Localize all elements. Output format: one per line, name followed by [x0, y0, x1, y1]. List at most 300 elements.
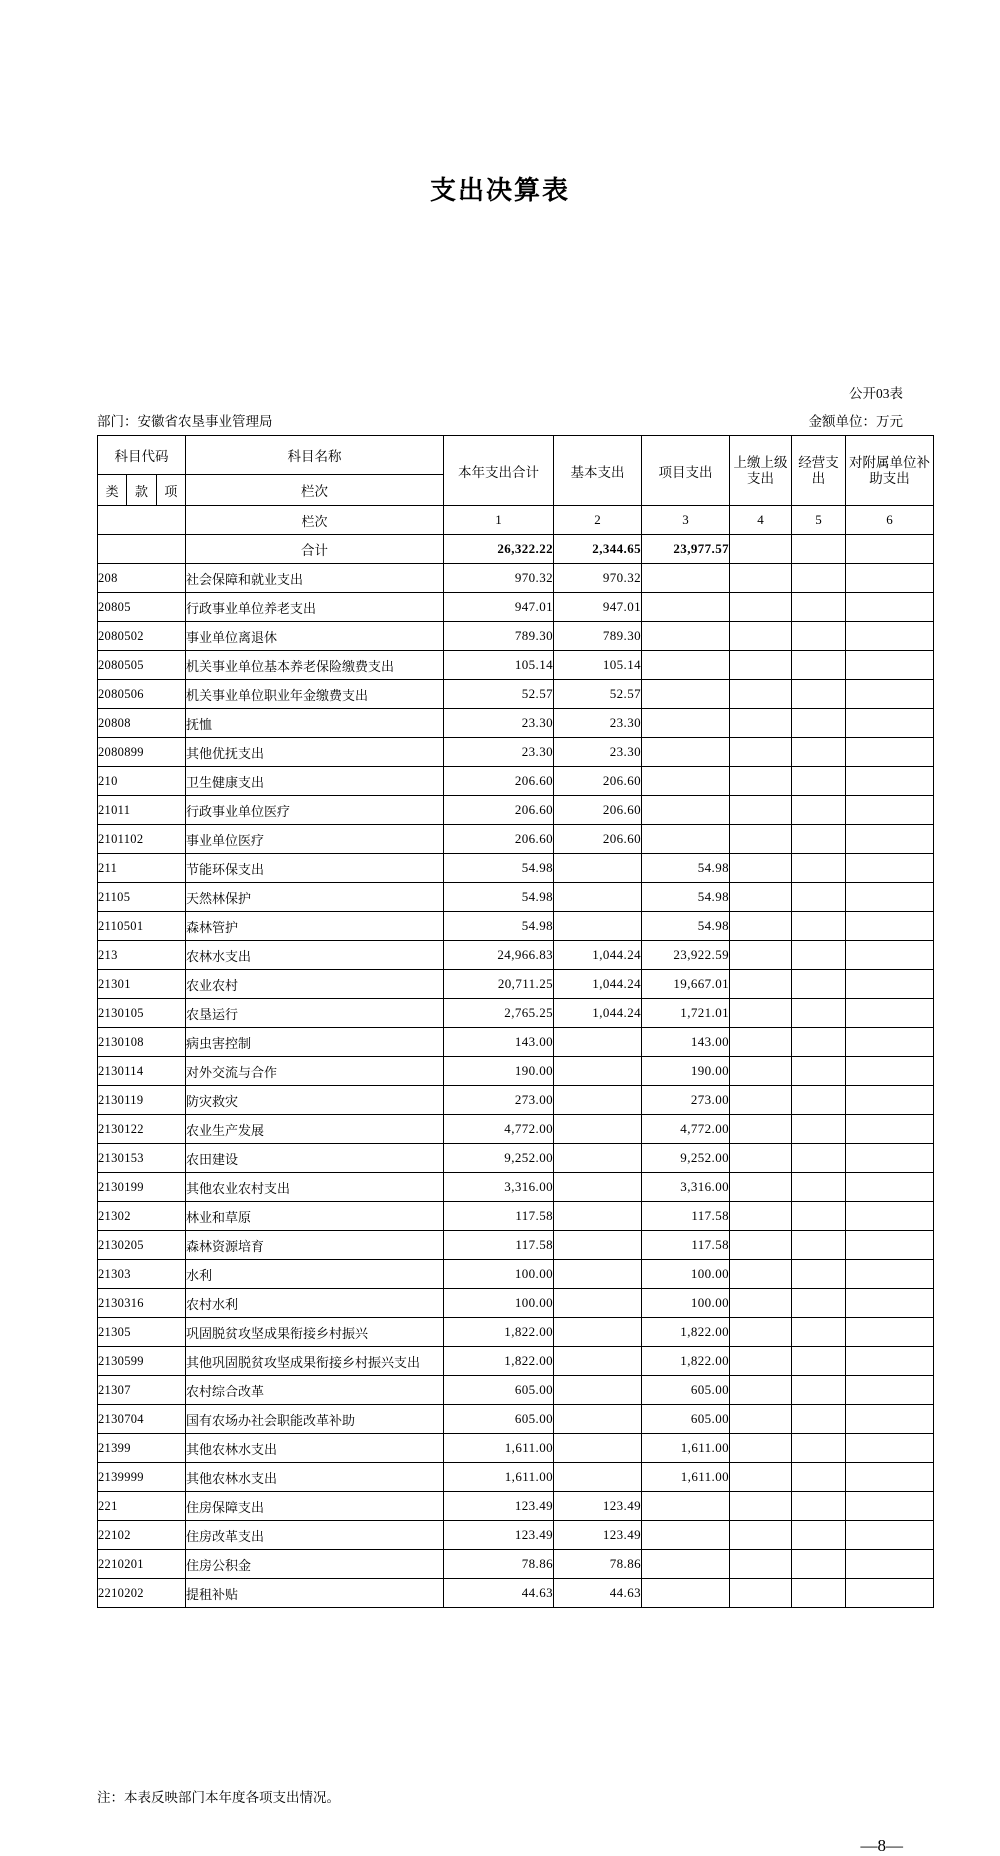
row-value-6: [846, 622, 934, 651]
row-value-5: [792, 1057, 846, 1086]
row-value-4: [730, 1318, 792, 1347]
row-value-6: [846, 1492, 934, 1521]
table-row: [98, 1115, 934, 1144]
table-row: [98, 1405, 934, 1434]
row-name: 其他农林水支出: [186, 1463, 444, 1492]
row-value-5: [792, 1260, 846, 1289]
row-code: 2080505: [98, 651, 186, 680]
row-value-1: 605.00: [444, 1376, 554, 1405]
row-name: 农村水利: [186, 1289, 444, 1318]
row-value-2: 1,044.24: [554, 941, 642, 970]
row-value-3: [642, 1521, 730, 1550]
row-value-5: [792, 738, 846, 767]
page-number: —8—: [860, 1836, 903, 1855]
row-code: 208: [98, 564, 186, 593]
row-value-2: 123.49: [554, 1521, 642, 1550]
row-value-3: 1,822.00: [642, 1318, 730, 1347]
row-name: 其他农林水支出: [186, 1434, 444, 1463]
row-value-4: [730, 1463, 792, 1492]
row-value-5: [792, 1550, 846, 1579]
row-value-2: 23.30: [554, 738, 642, 767]
header-col3: 项目支出: [642, 436, 730, 506]
row-value-2: [554, 1057, 642, 1086]
document-page: [0, 170, 1000, 1855]
row-value-3: 117.58: [642, 1202, 730, 1231]
total-value-6: [846, 535, 934, 564]
row-value-2: [554, 912, 642, 941]
row-value-6: [846, 1318, 934, 1347]
row-value-3: 605.00: [642, 1405, 730, 1434]
rank-number-2: 2: [554, 506, 642, 535]
row-name: 农业农村: [186, 970, 444, 999]
row-value-3: 190.00: [642, 1057, 730, 1086]
row-name: 对外交流与合作: [186, 1057, 444, 1086]
row-value-6: [846, 796, 934, 825]
row-code: 21301: [98, 970, 186, 999]
total-value-5: [792, 535, 846, 564]
row-value-2: [554, 1202, 642, 1231]
row-value-5: [792, 1405, 846, 1434]
row-value-3: [642, 564, 730, 593]
row-value-2: 970.32: [554, 564, 642, 593]
row-value-4: [730, 1086, 792, 1115]
rank-label-cell: 栏次: [186, 506, 444, 535]
row-name: 农林水支出: [186, 941, 444, 970]
row-value-2: 44.63: [554, 1579, 642, 1608]
row-value-5: [792, 1173, 846, 1202]
table-row: [98, 1202, 934, 1231]
row-value-5: [792, 564, 846, 593]
row-value-4: [730, 1173, 792, 1202]
row-value-1: 190.00: [444, 1057, 554, 1086]
row-value-2: 206.60: [554, 796, 642, 825]
row-value-1: 1,822.00: [444, 1347, 554, 1376]
row-value-1: 9,252.00: [444, 1144, 554, 1173]
row-code: 2130105: [98, 999, 186, 1028]
row-name: 事业单位医疗: [186, 825, 444, 854]
row-value-4: [730, 709, 792, 738]
rank-number-1: 1: [444, 506, 554, 535]
row-value-2: [554, 1347, 642, 1376]
row-value-1: 947.01: [444, 593, 554, 622]
expenditure-table: [97, 435, 934, 1608]
row-value-3: [642, 622, 730, 651]
row-value-5: [792, 1434, 846, 1463]
row-value-4: [730, 1289, 792, 1318]
amount-unit-label: 金额单位：万元: [808, 414, 903, 429]
row-value-5: [792, 854, 846, 883]
row-value-6: [846, 912, 934, 941]
row-value-4: [730, 1550, 792, 1579]
row-code: 2130205: [98, 1231, 186, 1260]
row-name: 机关事业单位职业年金缴费支出: [186, 680, 444, 709]
table-row: [98, 1579, 934, 1608]
row-value-1: 54.98: [444, 912, 554, 941]
row-name: 行政事业单位医疗: [186, 796, 444, 825]
row-value-2: 78.86: [554, 1550, 642, 1579]
row-value-4: [730, 970, 792, 999]
row-value-1: 44.63: [444, 1579, 554, 1608]
row-value-3: [642, 1579, 730, 1608]
row-value-6: [846, 941, 934, 970]
row-name: 机关事业单位基本养老保险缴费支出: [186, 651, 444, 680]
row-value-3: 143.00: [642, 1028, 730, 1057]
row-value-5: [792, 796, 846, 825]
row-value-6: [846, 1057, 934, 1086]
row-code: 2130119: [98, 1086, 186, 1115]
row-value-4: [730, 825, 792, 854]
row-value-1: 970.32: [444, 564, 554, 593]
row-value-4: [730, 680, 792, 709]
row-value-2: [554, 1463, 642, 1492]
row-value-3: [642, 767, 730, 796]
row-value-5: [792, 1463, 846, 1492]
row-code: 20808: [98, 709, 186, 738]
row-value-6: [846, 1376, 934, 1405]
row-value-2: [554, 1115, 642, 1144]
row-name: 林业和草原: [186, 1202, 444, 1231]
row-value-4: [730, 1028, 792, 1057]
row-value-6: [846, 1521, 934, 1550]
row-value-6: [846, 1434, 934, 1463]
row-value-3: 100.00: [642, 1289, 730, 1318]
table-row: [98, 1347, 934, 1376]
row-value-6: [846, 1231, 934, 1260]
header-col5-text: 经营支出: [798, 454, 839, 486]
table-row: [98, 651, 934, 680]
row-name: 其他巩固脱贫攻坚成果衔接乡村振兴支出: [186, 1347, 444, 1376]
row-code: 21303: [98, 1260, 186, 1289]
row-value-2: 123.49: [554, 1492, 642, 1521]
row-name: 天然林保护: [186, 883, 444, 912]
row-value-2: 1,044.24: [554, 999, 642, 1028]
row-value-3: [642, 709, 730, 738]
row-name: 社会保障和就业支出: [186, 564, 444, 593]
row-value-1: 273.00: [444, 1086, 554, 1115]
row-value-4: [730, 1115, 792, 1144]
table-row: [98, 1550, 934, 1579]
row-value-6: [846, 767, 934, 796]
row-value-3: [642, 825, 730, 854]
row-value-2: [554, 1173, 642, 1202]
row-value-3: 273.00: [642, 1086, 730, 1115]
row-code: 21105: [98, 883, 186, 912]
row-code: 2080899: [98, 738, 186, 767]
row-value-3: 100.00: [642, 1260, 730, 1289]
row-value-2: 206.60: [554, 767, 642, 796]
row-value-5: [792, 1202, 846, 1231]
row-value-4: [730, 999, 792, 1028]
row-value-2: [554, 1028, 642, 1057]
row-value-2: 789.30: [554, 622, 642, 651]
row-value-5: [792, 1376, 846, 1405]
table-row: [98, 1376, 934, 1405]
table-row: [98, 796, 934, 825]
row-value-6: [846, 1289, 934, 1318]
row-value-4: [730, 1347, 792, 1376]
table-row: [98, 1434, 934, 1463]
row-code: 2080506: [98, 680, 186, 709]
row-value-6: [846, 680, 934, 709]
row-value-2: [554, 1318, 642, 1347]
table-row: [98, 1057, 934, 1086]
row-value-5: [792, 1231, 846, 1260]
row-value-6: [846, 1115, 934, 1144]
row-name: 森林管护: [186, 912, 444, 941]
row-value-2: [554, 1231, 642, 1260]
table-row: [98, 1463, 934, 1492]
total-value-3: 23,977.57: [642, 535, 730, 564]
row-code: 21305: [98, 1318, 186, 1347]
row-code: 210: [98, 767, 186, 796]
row-value-2: [554, 1260, 642, 1289]
row-code: 213: [98, 941, 186, 970]
table-row: [98, 854, 934, 883]
row-value-6: [846, 1347, 934, 1376]
row-code: 2130122: [98, 1115, 186, 1144]
row-name: 卫生健康支出: [186, 767, 444, 796]
table-row: [98, 1144, 934, 1173]
row-value-6: [846, 593, 934, 622]
rank-number-4: 4: [730, 506, 792, 535]
meta-row: [97, 410, 903, 430]
row-value-5: [792, 593, 846, 622]
row-value-4: [730, 1434, 792, 1463]
header-col5: [792, 436, 846, 506]
row-value-1: 123.49: [444, 1521, 554, 1550]
row-value-1: 1,611.00: [444, 1434, 554, 1463]
table-row: [98, 941, 934, 970]
total-value-1: 26,322.22: [444, 535, 554, 564]
row-value-5: [792, 1144, 846, 1173]
page-title: 支出决算表: [429, 175, 570, 205]
row-code: 2101102: [98, 825, 186, 854]
row-value-6: [846, 1202, 934, 1231]
table-row: [98, 1318, 934, 1347]
code-sub-xiang: 项: [156, 475, 185, 505]
header-name: 科目名称: [186, 436, 444, 475]
row-name: 农田建设: [186, 1144, 444, 1173]
row-code: 2130153: [98, 1144, 186, 1173]
code-sub-kuan: 款: [126, 475, 155, 505]
row-value-2: 23.30: [554, 709, 642, 738]
row-code: 21302: [98, 1202, 186, 1231]
row-value-5: [792, 999, 846, 1028]
row-value-1: 100.00: [444, 1289, 554, 1318]
row-value-6: [846, 1173, 934, 1202]
row-value-1: 2,765.25: [444, 999, 554, 1028]
row-value-2: [554, 1144, 642, 1173]
row-value-4: [730, 941, 792, 970]
row-value-5: [792, 1289, 846, 1318]
row-code: 2130316: [98, 1289, 186, 1318]
row-name: 巩固脱贫攻坚成果衔接乡村振兴: [186, 1318, 444, 1347]
row-value-3: 9,252.00: [642, 1144, 730, 1173]
row-value-1: 1,611.00: [444, 1463, 554, 1492]
row-name: 其他优抚支出: [186, 738, 444, 767]
row-value-1: 789.30: [444, 622, 554, 651]
row-value-5: [792, 1028, 846, 1057]
row-value-5: [792, 825, 846, 854]
row-value-6: [846, 825, 934, 854]
row-value-5: [792, 1347, 846, 1376]
row-value-4: [730, 1260, 792, 1289]
row-code: 21399: [98, 1434, 186, 1463]
row-value-1: 105.14: [444, 651, 554, 680]
table-row: [98, 738, 934, 767]
row-value-3: 1,721.01: [642, 999, 730, 1028]
row-code: 2130114: [98, 1057, 186, 1086]
table-row: [98, 1289, 934, 1318]
table-row: [98, 767, 934, 796]
code-subheaders: [98, 475, 186, 506]
row-value-1: 23.30: [444, 738, 554, 767]
row-value-4: [730, 1057, 792, 1086]
row-value-1: 117.58: [444, 1231, 554, 1260]
row-value-1: 4,772.00: [444, 1115, 554, 1144]
row-code: 2130599: [98, 1347, 186, 1376]
row-value-3: 19,667.01: [642, 970, 730, 999]
table-row: [98, 883, 934, 912]
row-value-2: [554, 1376, 642, 1405]
code-sub-lei: 类: [105, 483, 119, 499]
row-code: 2210202: [98, 1579, 186, 1608]
row-value-5: [792, 651, 846, 680]
row-name: 事业单位离退休: [186, 622, 444, 651]
row-value-6: [846, 1144, 934, 1173]
total-value-2: 2,344.65: [554, 535, 642, 564]
table-row: [98, 1231, 934, 1260]
row-value-6: [846, 1086, 934, 1115]
row-value-3: 117.58: [642, 1231, 730, 1260]
table-row: [98, 1260, 934, 1289]
row-value-6: [846, 564, 934, 593]
rank-number-3: 3: [642, 506, 730, 535]
row-value-2: 52.57: [554, 680, 642, 709]
row-value-2: [554, 883, 642, 912]
row-value-3: [642, 593, 730, 622]
row-code: 2110501: [98, 912, 186, 941]
table-row: [98, 825, 934, 854]
row-value-3: 1,611.00: [642, 1434, 730, 1463]
row-value-3: 4,772.00: [642, 1115, 730, 1144]
table-row: [98, 1521, 934, 1550]
row-value-2: [554, 1405, 642, 1434]
header-col4-text: 上缴上级支出: [733, 454, 788, 486]
header-col4: [730, 436, 792, 506]
row-value-4: [730, 912, 792, 941]
table-row: [98, 999, 934, 1028]
table-row: [98, 970, 934, 999]
row-name: 森林资源培育: [186, 1231, 444, 1260]
row-name: 农村综合改革: [186, 1376, 444, 1405]
header-col6: [846, 436, 934, 506]
row-name: 抚恤: [186, 709, 444, 738]
table-row: [98, 564, 934, 593]
row-value-4: [730, 622, 792, 651]
row-name: 行政事业单位养老支出: [186, 593, 444, 622]
row-value-4: [730, 1144, 792, 1173]
row-value-6: [846, 854, 934, 883]
row-value-1: 123.49: [444, 1492, 554, 1521]
rank-number-5: 5: [792, 506, 846, 535]
row-name: 提租补贴: [186, 1579, 444, 1608]
rank-empty-code: [98, 506, 186, 535]
row-value-1: 143.00: [444, 1028, 554, 1057]
row-value-4: [730, 738, 792, 767]
row-value-6: [846, 1260, 934, 1289]
row-value-4: [730, 796, 792, 825]
row-value-3: [642, 796, 730, 825]
row-value-2: 1,044.24: [554, 970, 642, 999]
row-value-4: [730, 854, 792, 883]
rank-label: 栏次: [186, 475, 444, 506]
row-value-4: [730, 1492, 792, 1521]
row-value-5: [792, 883, 846, 912]
table-row: [98, 1492, 934, 1521]
row-value-5: [792, 1115, 846, 1144]
row-value-1: 54.98: [444, 883, 554, 912]
row-value-4: [730, 767, 792, 796]
row-value-6: [846, 1463, 934, 1492]
table-row: [98, 1086, 934, 1115]
row-value-1: 117.58: [444, 1202, 554, 1231]
total-value-4: [730, 535, 792, 564]
row-value-5: [792, 1492, 846, 1521]
row-value-3: [642, 1492, 730, 1521]
row-value-3: 54.98: [642, 912, 730, 941]
row-value-4: [730, 564, 792, 593]
row-name: 住房公积金: [186, 1550, 444, 1579]
table-row: [98, 622, 934, 651]
row-value-1: 20,711.25: [444, 970, 554, 999]
row-value-5: [792, 1521, 846, 1550]
row-value-3: 54.98: [642, 883, 730, 912]
row-value-2: [554, 1434, 642, 1463]
row-name: 水利: [186, 1260, 444, 1289]
row-value-3: 605.00: [642, 1376, 730, 1405]
row-value-4: [730, 1231, 792, 1260]
row-value-1: 3,316.00: [444, 1173, 554, 1202]
row-value-1: 100.00: [444, 1260, 554, 1289]
row-value-3: 1,611.00: [642, 1463, 730, 1492]
row-value-5: [792, 1086, 846, 1115]
header-col1: 本年支出合计: [444, 436, 554, 506]
row-name: 住房保障支出: [186, 1492, 444, 1521]
row-value-6: [846, 1550, 934, 1579]
row-value-4: [730, 883, 792, 912]
table-row: [98, 593, 934, 622]
row-code: 21307: [98, 1376, 186, 1405]
total-label-cell: 合计: [186, 535, 444, 564]
row-name: 农垦运行: [186, 999, 444, 1028]
table-row: [98, 1173, 934, 1202]
header-code: 科目代码: [98, 436, 186, 475]
row-code: 2130704: [98, 1405, 186, 1434]
row-value-4: [730, 1579, 792, 1608]
row-value-6: [846, 1405, 934, 1434]
total-code-cell: [98, 535, 186, 564]
row-value-3: 54.98: [642, 854, 730, 883]
row-value-6: [846, 970, 934, 999]
row-value-1: 78.86: [444, 1550, 554, 1579]
row-code: 2210201: [98, 1550, 186, 1579]
row-value-5: [792, 912, 846, 941]
row-code: 2130199: [98, 1173, 186, 1202]
row-value-5: [792, 622, 846, 651]
header-col6-text: 对附属单位补助支出: [849, 454, 930, 486]
row-value-6: [846, 651, 934, 680]
